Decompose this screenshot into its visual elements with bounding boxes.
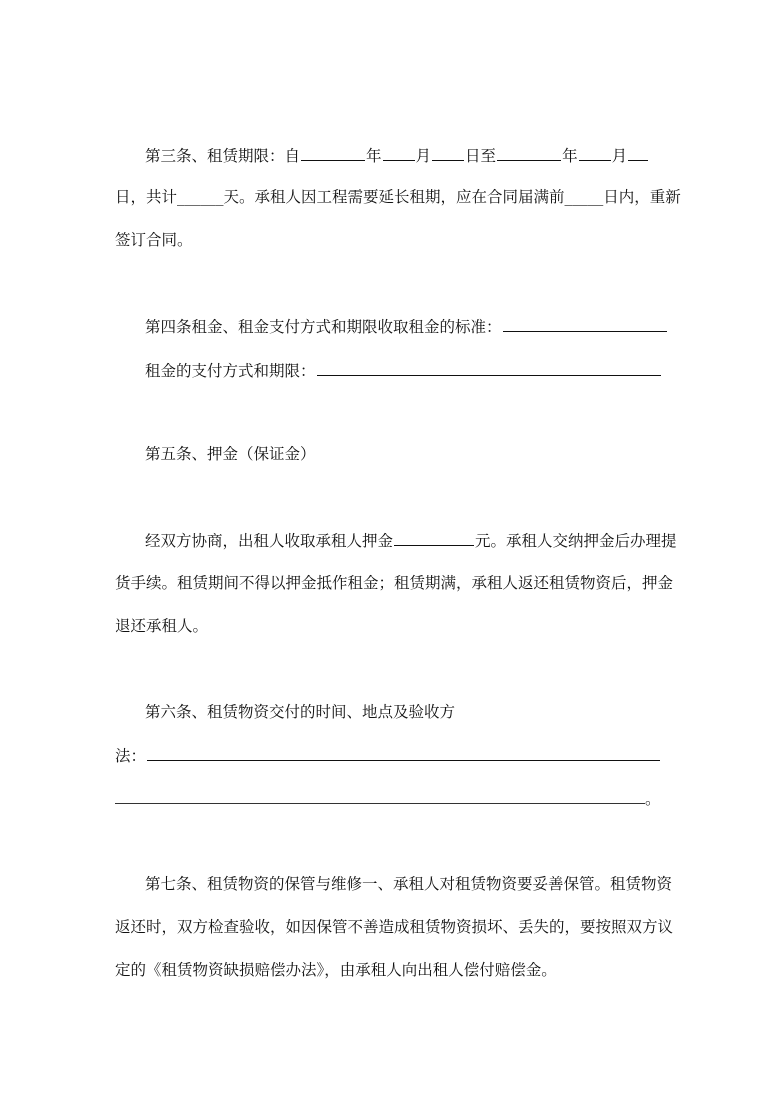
article5-line3: 退还承租人。 [115, 617, 209, 635]
article4-heading-text: 第四条租金、租金支付方式和期限收取租金的标准： [145, 318, 502, 336]
end-year-blank[interactable] [497, 143, 561, 161]
rent-standard-blank[interactable] [503, 314, 667, 332]
article3-line3: 签订合同。 [115, 231, 193, 249]
month-text-2: 月 [611, 147, 628, 165]
start-month-blank[interactable] [383, 143, 415, 161]
total-days-blank[interactable]: ______ [177, 188, 224, 206]
deposit-amount-blank[interactable] [394, 528, 474, 546]
article5-line1 [145, 528, 677, 552]
article4-payment [145, 358, 662, 382]
payment-label: 租金的支付方式和期限： [145, 362, 316, 380]
article5-line2: 货手续。租赁期间不得以押金抵作租金；租赁期满，承租人返还租赁物资后，押金 [115, 574, 674, 592]
article7-line2: 返还时，双方检查验收，如因保管不善造成租赁物资损坏、丢失的，要按照双方议 [115, 918, 674, 936]
article4-heading [145, 314, 668, 338]
article7-line3: 定的《租赁物资缺损赔偿办法》，由承租人向出租人偿付赔偿金。 [115, 961, 557, 979]
acceptance-method-blank-2[interactable] [115, 786, 645, 804]
end-month-blank[interactable] [579, 143, 611, 161]
start-day-blank[interactable] [432, 143, 464, 161]
start-year-blank[interactable] [301, 143, 365, 161]
article5-line1-b: 元。承租人交纳押金后办理提 [475, 532, 677, 550]
article6-heading: 第六条、租赁物资交付的时间、地点及验收方 [145, 703, 456, 721]
article3-label: 第三条、租赁期限：自 [145, 147, 301, 165]
article3-line2-a: 日，共计 [115, 188, 178, 206]
article5-line1-a: 经双方协商，出租人收取承租人押金 [145, 532, 394, 550]
year-text-2: 年 [562, 147, 578, 165]
acceptance-method-blank[interactable] [147, 743, 660, 761]
article3-line2-b: 天。承租人因工程需要延长租期，应在合同届满前 [223, 188, 565, 206]
payment-method-blank[interactable] [317, 358, 661, 376]
day-to-text: 日至 [465, 147, 497, 165]
article7-line1: 第七条、租赁物资的保管与维修一、承租人对租赁物资要妥善保管。租赁物资 [145, 875, 673, 893]
month-text: 月 [415, 147, 432, 165]
article3-line1 [145, 143, 649, 167]
end-day-blank[interactable] [628, 143, 648, 161]
method-label: 法： [115, 747, 147, 765]
extension-days-blank[interactable]: _____ [564, 188, 604, 206]
article6-method-line2 [115, 786, 661, 810]
article3-line2-c: 日内，重新 [603, 188, 681, 206]
article3-line2 [115, 185, 681, 209]
year-text: 年 [366, 147, 382, 165]
end-mark: 。 [645, 790, 661, 808]
article5-heading: 第五条、押金（保证金） [145, 445, 316, 463]
article6-method-line [115, 743, 661, 767]
